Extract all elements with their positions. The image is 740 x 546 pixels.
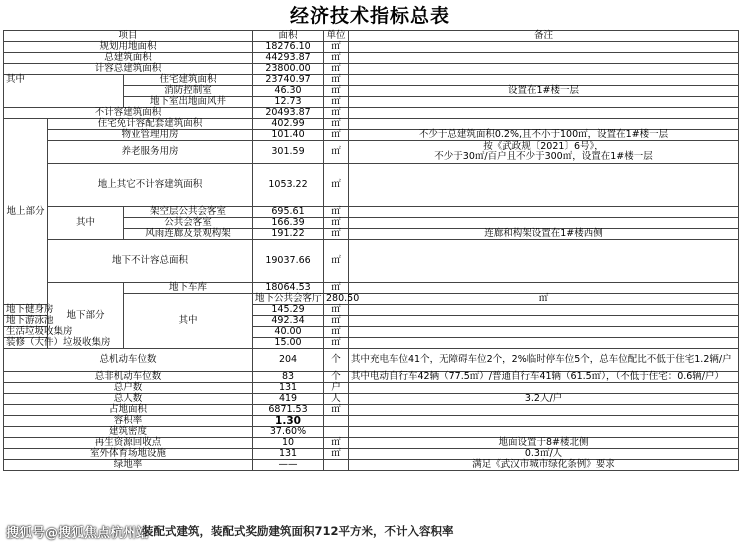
table-row: [4, 130, 739, 141]
row-note: [349, 207, 739, 218]
row-unit: ㎡: [324, 283, 349, 294]
row-label: 地下不计容总面积: [48, 240, 253, 283]
row-value: 83: [253, 372, 324, 383]
row-value: 20493.87: [253, 108, 324, 119]
row-label: 住宅建筑面积: [124, 75, 253, 86]
row-unit: ㎡: [324, 130, 349, 141]
row-note-line: 不少于30㎡/百户且不少于300㎡，设置在1#楼一层: [434, 151, 653, 162]
row-unit: 个: [324, 372, 349, 383]
row-value: 402.99: [253, 119, 324, 130]
row-unit: 户: [324, 383, 349, 394]
row-value: 23740.97: [253, 75, 324, 86]
row-label: 养老服务用房: [48, 141, 253, 164]
row-label: 总人数: [4, 394, 253, 405]
row-note: [349, 338, 739, 349]
group-label: 其中: [124, 294, 253, 349]
row-note: [349, 97, 739, 108]
row-value: 145.29: [253, 305, 324, 316]
row-label: 地上其它不计容建筑面积: [48, 164, 253, 207]
row-unit: ㎡: [324, 449, 349, 460]
row-unit: ㎡: [324, 86, 349, 97]
row-label: 地下公共会客厅: [253, 294, 324, 305]
row-value: 492.34: [253, 316, 324, 327]
row-note: 其中电动自行车42辆（77.5㎡）/普通自行车41辆（61.5㎡），（不低于住宅：0.6辆/户）: [349, 372, 739, 383]
row-value: 18064.53: [253, 283, 324, 294]
table-row: [4, 164, 739, 207]
row-label: 地下车库: [124, 283, 253, 294]
row-value: 191.22: [253, 229, 324, 240]
row-unit: ㎡: [324, 305, 349, 316]
row-unit: [324, 416, 349, 427]
row-label: 计容总建筑面积: [4, 64, 253, 75]
table-row: [4, 42, 739, 53]
watermark: 搜狐号@搜狐焦点杭州站: [6, 526, 150, 541]
row-label: 地下游泳池: [4, 316, 48, 327]
header-unit: 单位: [324, 31, 349, 42]
row-value: 6871.53: [253, 405, 324, 416]
row-unit: ㎡: [324, 438, 349, 449]
row-unit: ㎡: [324, 42, 349, 53]
row-value: 280.50: [324, 294, 349, 305]
row-value: 44293.87: [253, 53, 324, 64]
table-row: [4, 349, 739, 372]
row-note: [349, 42, 739, 53]
row-unit: ㎡: [324, 207, 349, 218]
row-label: 生活垃圾收集房: [4, 327, 48, 338]
row-value: 131: [253, 383, 324, 394]
row-label: 地下健身房: [4, 305, 48, 316]
row-label: 地下室出地面风井: [124, 97, 253, 108]
row-unit: ㎡: [324, 108, 349, 119]
row-value: 46.30: [253, 86, 324, 97]
row-note: 0.3㎡/人: [349, 449, 739, 460]
row-note: [349, 416, 739, 427]
table-row: [4, 141, 739, 164]
row-note-line: 按《武政规〔2021〕6号》，: [483, 141, 604, 152]
row-label: 公共会客室: [124, 218, 253, 229]
row-unit: ㎡: [324, 338, 349, 349]
row-note: [349, 64, 739, 75]
table-row: [4, 438, 739, 449]
row-unit: ㎡: [324, 141, 349, 164]
row-label: 风雨连廊及景观构架: [124, 229, 253, 240]
row-note: [349, 164, 739, 207]
row-note: [349, 53, 739, 64]
table-row: [4, 75, 739, 86]
row-value: 15.00: [253, 338, 324, 349]
header-note: 备注: [349, 31, 739, 42]
row-value: ——: [253, 460, 324, 471]
row-unit: ㎡: [324, 119, 349, 130]
row-label: 建筑密度: [4, 427, 253, 438]
table-row: [4, 460, 739, 471]
row-unit: ㎡: [324, 229, 349, 240]
row-value: 131: [253, 449, 324, 460]
row-value: 695.61: [253, 207, 324, 218]
table-row: [4, 53, 739, 64]
row-label: 住宅免计容配套建筑面积: [48, 119, 253, 130]
row-label: 装修（大件）垃圾收集房: [4, 338, 48, 349]
row-label: 再生资源回收点: [4, 438, 253, 449]
row-unit: ㎡: [324, 316, 349, 327]
row-value: 204: [253, 349, 324, 372]
row-unit: [324, 460, 349, 471]
row-label: 绿地率: [4, 460, 253, 471]
row-value: 18276.10: [253, 42, 324, 53]
row-note: [349, 108, 739, 119]
header-area: 面积: [253, 31, 324, 42]
header-row: [4, 31, 739, 42]
group-label: 其中: [4, 75, 124, 108]
table-row: [4, 449, 739, 460]
table-row: [4, 108, 739, 119]
row-unit: ㎡: [324, 327, 349, 338]
row-unit: ㎡: [324, 64, 349, 75]
row-note: 其中充电车位41个，无障碍车位2个，2%临时停车位5个，总车位配比不低于住宅1.2辆/户: [349, 349, 739, 372]
row-unit: ㎡: [324, 164, 349, 207]
header-item: 项目: [4, 31, 253, 42]
row-unit: [324, 427, 349, 438]
row-unit: ㎡: [324, 218, 349, 229]
row-note: 设置在1#楼一层: [349, 86, 739, 97]
row-label: 物业管理用房: [48, 130, 253, 141]
row-note: 满足《武汉市城市绿化条例》要求: [349, 460, 739, 471]
row-value: 37.60%: [253, 427, 324, 438]
row-label: 不计容建筑面积: [4, 108, 253, 119]
row-note: 不少于总建筑面积0.2%,且不小于100㎡，设置在1#楼一层: [349, 130, 739, 141]
row-value: 101.40: [253, 130, 324, 141]
row-value: 19037.66: [253, 240, 324, 283]
row-unit: ㎡: [324, 240, 349, 283]
row-note: [349, 305, 739, 316]
row-note: 3.2人/户: [349, 394, 739, 405]
row-label: 总建筑面积: [4, 53, 253, 64]
row-unit: 个: [324, 349, 349, 372]
row-label: 架空层公共会客室: [124, 207, 253, 218]
row-note: 连廊和构架设置在1#楼西侧: [349, 229, 739, 240]
table-row: [4, 416, 739, 427]
table-row: [4, 383, 739, 394]
table-row: [4, 427, 739, 438]
row-note: [349, 316, 739, 327]
table-row: [4, 372, 739, 383]
table-row: [4, 394, 739, 405]
row-value: 166.39: [253, 218, 324, 229]
row-unit: 人: [324, 394, 349, 405]
row-value: 1053.22: [253, 164, 324, 207]
row-label: 室外体育场地设施: [4, 449, 253, 460]
row-value: 301.59: [253, 141, 324, 164]
table-row: [4, 207, 739, 218]
row-unit: ㎡: [324, 97, 349, 108]
row-unit: ㎡: [324, 405, 349, 416]
row-note: [349, 240, 739, 283]
economic-indicators-table: [3, 30, 739, 471]
row-label: 占地面积: [4, 405, 253, 416]
row-note: [349, 141, 739, 164]
row-value: 419: [253, 394, 324, 405]
group-label: 其中: [48, 207, 124, 240]
row-label: 总机动车位数: [4, 349, 253, 372]
row-label: 总户数: [4, 383, 253, 394]
section-above-ground: 地上部分: [4, 119, 48, 305]
row-value: 10: [253, 438, 324, 449]
row-label: 总非机动车位数: [4, 372, 253, 383]
row-label: 消防控制室: [124, 86, 253, 97]
table-row: [4, 405, 739, 416]
row-label: 规划用地面积: [4, 42, 253, 53]
row-note: [349, 405, 739, 416]
section-underground-label: 地下部分: [48, 283, 124, 349]
table-row: [4, 283, 739, 294]
table-row: [4, 240, 739, 283]
row-unit: ㎡: [324, 53, 349, 64]
row-unit: ㎡: [324, 75, 349, 86]
row-value: 23800.00: [253, 64, 324, 75]
row-note: [349, 427, 739, 438]
row-note: [349, 75, 739, 86]
table-row: [4, 64, 739, 75]
row-note: [349, 283, 739, 294]
row-unit: ㎡: [349, 294, 739, 305]
row-value: 1.30: [253, 416, 324, 427]
footer-note: 装配式建筑，装配式奖励建筑面积712平方米，不计入容积率: [142, 524, 454, 538]
table-row: [4, 119, 739, 130]
table-title: 经济技术指标总表: [289, 5, 450, 27]
row-note: 地面设置于8#楼北侧: [349, 438, 739, 449]
row-value: 12.73: [253, 97, 324, 108]
row-label: 容积率: [4, 416, 253, 427]
row-note: [349, 119, 739, 130]
row-note: [349, 218, 739, 229]
row-note: [349, 327, 739, 338]
row-note: [349, 383, 739, 394]
row-value: 40.00: [253, 327, 324, 338]
